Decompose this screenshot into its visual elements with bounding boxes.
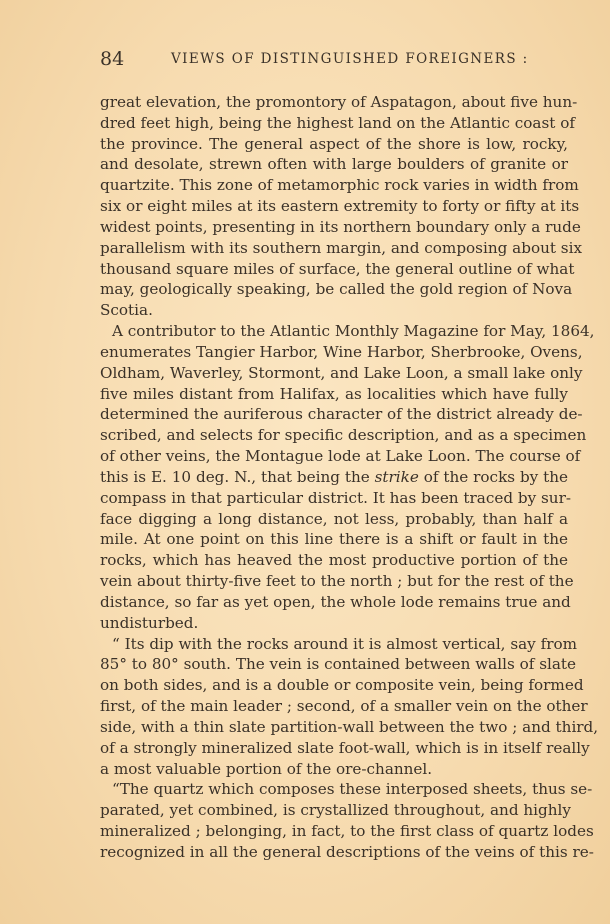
page-number: 84 (100, 48, 125, 70)
text-span: this is E. 10 deg. N., that being the (100, 467, 375, 486)
text-line: enumerates Tangier Harbor, Wine Harbor, Sherbrooke, Ovens, (100, 342, 583, 361)
text-line: Scotia. (100, 301, 153, 320)
text-line: of other veins, the Montague lode at Lake Loon. The course of (100, 447, 581, 466)
text-line: determined the auriferous character of the district already de- (100, 405, 583, 424)
text-line: dred feet high, being the highest land on the Atlantic coast of (100, 113, 575, 132)
text-line: the province. The general aspect of the shore is low, rocky, (100, 134, 568, 153)
text-line: five miles distant from Halifax, as localities which have fully (100, 384, 568, 403)
running-head (100, 48, 570, 74)
text-line: scribed, and selects for specific description, and as a specimen (100, 426, 587, 445)
text-line: parallelism with its southern margin, and composing about six (100, 238, 583, 257)
text-line: a most valuable portion of the ore-channel. (100, 759, 433, 778)
text-line: parated, yet combined, is crystallized throughout, and highly (100, 801, 571, 820)
text-line: 85° to 80° south. The vein is contained between walls of slate (100, 655, 577, 674)
text-line: quartzite. This zone of metamorphic rock varies in width from (100, 176, 579, 195)
text-line: “ Its dip with the rocks around it is almost vertical, say from (112, 634, 578, 653)
text-line: rocks, which has heaved the most productive portion of the (100, 551, 568, 570)
text-line: compass in that particular district. It has been traced by sur- (100, 488, 571, 507)
text-line: may, geologically speaking, be called the gold region of Nova (100, 280, 573, 299)
text-line: mile. At one point on this line there is a shift or fault in the (100, 530, 568, 549)
paragraph (100, 779, 594, 862)
text-line-with-italic (100, 467, 568, 488)
paragraph (100, 92, 583, 321)
text-line: widest points, presenting in its northern boundary only a rude (100, 217, 581, 236)
text-line: vein about thirty-five feet to the north ; but for the rest of the (100, 572, 574, 591)
text-line: thousand square miles of surface, the general outline of what (100, 259, 575, 278)
text-line: great elevation, the promontory of Aspatagon, about five hun- (100, 93, 578, 111)
text-line: A contributor to the Atlantic Monthly Magazine for May, 1864, (112, 322, 595, 341)
text-line: face digging a long distance, not less, probably, than half a (100, 509, 568, 528)
text-line: “The quartz which composes these interposed sheets, thus se- (112, 780, 593, 799)
italic-term: strike (374, 467, 419, 486)
text-line: recognized in all the general descriptions of the veins of this re- (100, 842, 594, 861)
text-line: distance, so far as yet open, the whole lode remains true and (100, 592, 571, 611)
text-line: Oldham, Waverley, Stormont, and Lake Loon, a small lake only (100, 363, 583, 382)
text-span: of the rocks by the (418, 467, 569, 486)
paragraph (100, 321, 595, 633)
text-line: six or eight miles at its eastern extremity to forty or fifty at its (100, 197, 580, 216)
text-line: undisturbed. (100, 613, 199, 632)
text-line: of a strongly mineralized slate foot-wall, which is in itself really (100, 738, 590, 757)
text-line: on both sides, and is a double or composite vein, being formed (100, 676, 584, 695)
running-title: VIEWS OF DISTINGUISHED FOREIGNERS : (171, 51, 529, 67)
text-line: and desolate, strewn often with large boulders of granite or (100, 155, 568, 174)
paragraph (100, 634, 599, 780)
text-line: side, with a thin slate partition-wall between the two ; and third, (100, 717, 599, 736)
body-text (100, 92, 599, 863)
text-line: first, of the main leader ; second, of a smaller vein on the other (100, 697, 588, 716)
text-line: mineralized ; belonging, in fact, to the first class of quartz lodes (100, 821, 594, 840)
